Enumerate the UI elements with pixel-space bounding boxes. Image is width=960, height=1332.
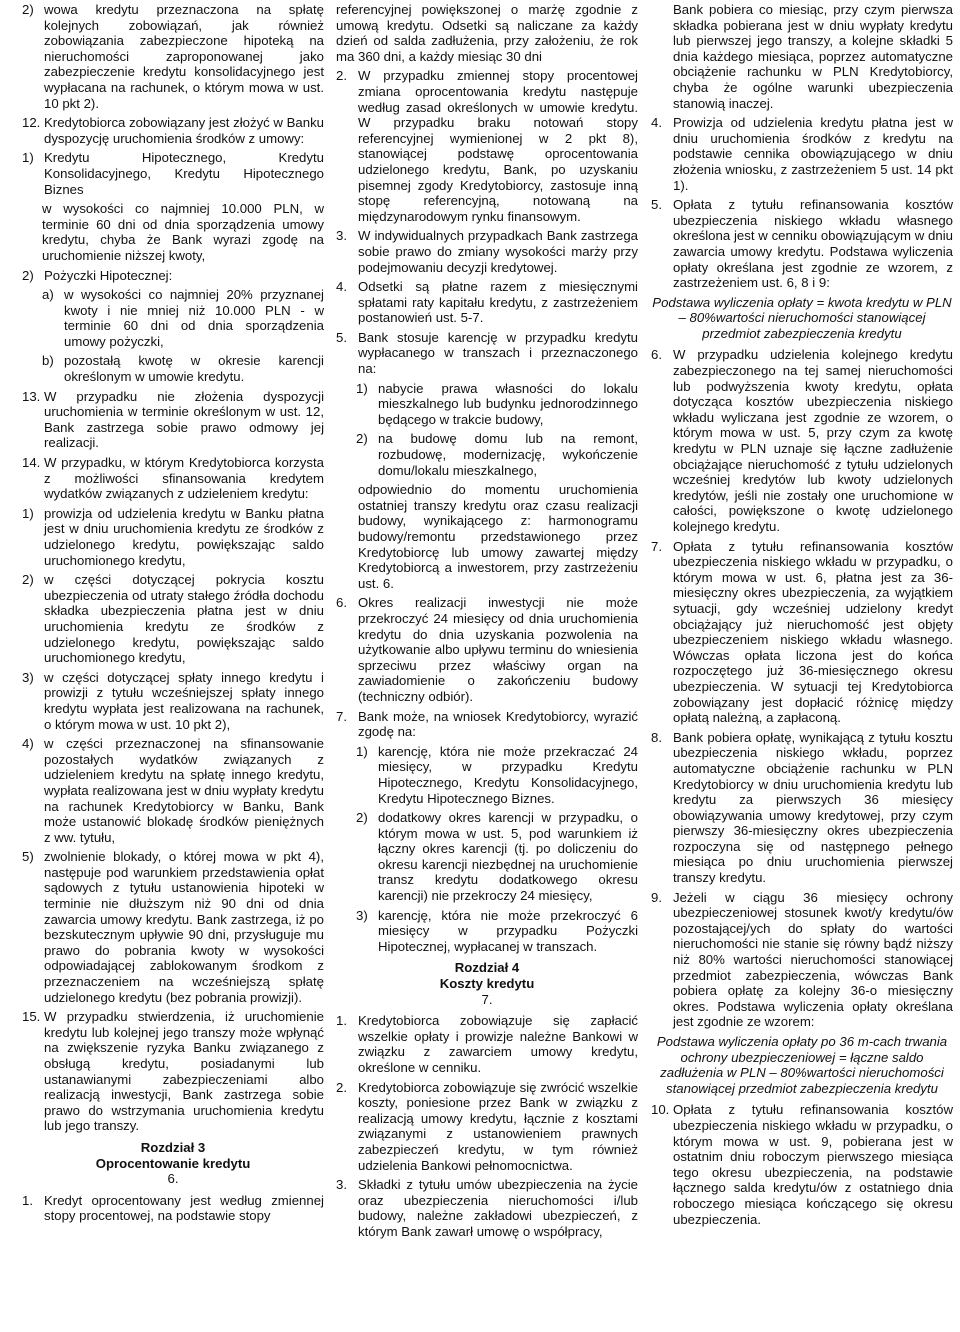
list-item <box>336 1177 638 1239</box>
item-number: 1. <box>336 1013 347 1029</box>
column-left <box>22 2 324 1228</box>
item-text: Kredytu Hipotecznego, Kredytu Konsolidacyjnego, Kredytu Hipotecznego Biznes <box>44 150 324 197</box>
list-item <box>22 670 324 732</box>
list-item <box>336 709 638 740</box>
item-number: 8. <box>651 729 662 745</box>
list-item <box>22 1193 324 1224</box>
list-item <box>22 572 324 666</box>
item-text: w części przeznaczonej na sfinansowanie pozostałych wydatków związanych z udzieleniem kredytu na spłatę innego kredytu, wypłata realizowana jest w dniu wypłaty kredytu na rachunek Kredytobiorcy w Banku, Bank może ustanowić blokadę środków pieniężnych z ww. tytułu, <box>44 736 324 845</box>
item-number: 2) <box>22 267 34 283</box>
list-item <box>356 431 638 478</box>
item-text: W przypadku stwierdzenia, iż uruchomienie kredytu lub kolejnej jego transzy może wpłynąć na zwiększenie ryzyka Banku związanego z obsługą kredytu, posiadanymi lub ustanawianymi zabezpieczeniami albo realizacją inwestycji, Bank zastrzega sobie prawo do wstrzymania uruchomienia kredytu lub jego transzy. <box>44 1009 324 1134</box>
item-text: Kredyt oprocentowany jest według zmiennej stopy procentowej, na podstawie stopy <box>44 1192 324 1224</box>
item-text: W przypadku zmiennej stopy procentowej zmiana oprocentowania kredytu następuje według zasad określonych w umowie kredytu. W przypadku braku notowań stopy referencyjnej wymienionej w 2 pkt 8), stanowiącej podstawę oprocentowania udzielonego kredytu, Bank, po uzyskaniu pisemnej zgody Kredytobiorcy, zastosuje inną stopę referencyjną, notowaną na międzynarodowym rynku finansowym. <box>358 68 638 224</box>
list-item <box>356 381 638 428</box>
item-text: Opłata z tytułu refinansowania kosztów ubezpieczenia niskiego wkładu własnego określona jest w cenniku obowiązującym w dniu zawarcia umowy kredytu. Podstawa wyliczenia opłaty określana jest zgodnie ze wzorem, z zastrzeżeniem ust. 6, 8 i 9: <box>673 197 953 291</box>
item-continuation: w wysokości co najmniej 10.000 PLN, w terminie 60 dni od dnia sporządzenia umowy kredytu, chyba że Bank wyrazi zgodę na uruchomienie niższej kwoty, <box>42 201 324 263</box>
item-number: 10. <box>651 1102 670 1118</box>
item-number: 2) <box>356 431 368 447</box>
chapter-heading: Rozdział 3 <box>140 1139 206 1155</box>
item-text: Kredytobiorca zobowiązuje się zwrócić wszelkie koszty, poniesione przez Bank w związku z realizacją umowy kredytu, łącznie z kosztami związanymi z ustanowieniem prawnych zabezpieczeń kredytu, w tym również udzielenia Bankowi pełnomocnictwa. <box>358 1079 638 1173</box>
item-number: 9. <box>651 889 662 905</box>
item-text: Jeżeli w ciągu 36 miesięcy ochrony ubezpieczeniowej stosunek kwot/y kredytu/ów pozostającej/ych do spłaty do wartości nieruchomości nie stanie się równy bądź niższy niż 80% wartości nieruchomości stanowiącej przedmiot zabezpieczenia, wówczas Bank pobiera opłatę za kolejny 36-o miesięczny okres. Podstawa wyliczenia opłaty określana jest zgodnie ze wzorem: <box>673 889 953 1030</box>
item-number: a) <box>42 287 54 303</box>
item-number: 14. <box>22 455 41 471</box>
list-item <box>651 1102 953 1227</box>
list-item <box>336 68 638 224</box>
item-number: 4) <box>22 736 34 752</box>
formula: Podstawa wyliczenia opłaty po 36 m-cach trwania ochrony ubezpieczeniowej = łączne saldo zadłużenia w PLN – 80%wartości nieruchomości stanowiącej przedmiot zabezpieczenia kredytu <box>656 1034 948 1096</box>
item-number: b) <box>42 353 54 369</box>
section-number: 7. <box>481 991 493 1007</box>
item-number: 13. <box>22 388 41 404</box>
list-item <box>22 506 324 568</box>
item-number: 7. <box>336 708 347 724</box>
item-number: 1) <box>356 380 368 396</box>
item-number: 2) <box>22 572 34 588</box>
list-item <box>336 330 638 377</box>
item-number: 15. <box>22 1009 41 1025</box>
item-text: prowizja od udzielenia kredytu w Banku płatna jest w dniu uruchomienia kredytu ze środków z udzielonego kredytu, powiększając saldo uruchomionego kredytu, <box>44 505 324 568</box>
item-continuation: odpowiednio do momentu uruchomienia ostatniej transzy kredytu oraz czasu realizacji budowy, wynikającego z: harmonogramu budowy/remontu przedstawionego przez Kredytobiorcę lub umowy zawartej między Kredytobiorcą a inwestorem, przy zastrzeżeniu ust. 6. <box>358 482 638 591</box>
item-number: 1) <box>22 505 34 521</box>
list-item <box>336 279 638 326</box>
item-number: 2. <box>336 68 347 84</box>
item-text: wowa kredytu przeznaczona na spłatę kolejnych zobowiązań, jak również zobowiązania zabezpieczone hipoteką na nieruchomości zaproponowanej jako zabezpieczenie kredytu konsolidacyjnego jest wypłacana na rachunek, o którym mowa w ust. 10 pkt 2). <box>44 2 324 111</box>
item-text: nabycie prawa własności do lokalu mieszkalnego lub budynku jednorodzinnego będącego w trakcie budowy, <box>378 380 638 427</box>
item-text: zwolnienie blokady, o której mowa w pkt 4), następuje pod warunkiem przedstawienia opłat sądowych z tytułu ustanowienia hipoteki w terminie nie dłuższym niż 90 dni od dnia zawarcia umowy kredytu. Bank zastrzega, iż po bezskutecznym upływie 90 dni, przysługuje mu prawo do pobrania kwoty w wysokości odpowiadającej zablokowanym środkom z przeznaczeniem na wcześniejszą spłatę udzielonego kredytu (bez pobrania prowizji). <box>44 849 324 1005</box>
item-number: 3. <box>336 228 347 244</box>
item-text: Opłata z tytułu refinansowania kosztów ubezpieczenia niskiego wkładu w przypadku, o którym mowa w ust. 9, pobierana jest w ostatnim dniu roboczym pierwszego miesiąca tego okresu ubezpieczenia, na podstawie łącznego salda kredytu/ów z ostatniego dnia roboczego miesiąca kończącego się okresu ubezpieczenia. <box>673 1102 953 1227</box>
item-number: 2) <box>22 2 34 17</box>
list-item <box>651 115 953 193</box>
list-item <box>336 1013 638 1075</box>
list-item <box>336 1080 638 1174</box>
item-text: Pożyczki Hipotecznej: <box>44 267 173 283</box>
chapter-heading: Rozdział 4 <box>454 960 520 976</box>
item-number: 3. <box>336 1177 347 1193</box>
item-text: Bank pobiera opłatę, wynikającą z tytułu kosztu ubezpieczenia niskiego wkładu, poprzez automatyczne obciążenie rachunku w PLN Kredytobiorcy w dniu uruchomienia kredytu lub kredytu za pierwszych 36 miesięcy obowiązywania umowy kredytowej, przy czym pierwszy 36-miesięczny okres ubezpieczenia rozpoczyna się od następnego pełnego miesiąca po dniu uruchomienia pierwszej transzy kredytu. <box>673 729 953 886</box>
item-text: W przypadku nie złożenia dyspozycji uruchomienia w terminie określonym w ust. 12, Bank zastrzega sobie prawo odmowy jej realizacji. <box>44 388 324 451</box>
list-item <box>336 595 638 704</box>
item-number: 3) <box>22 669 34 685</box>
item-text: W przypadku udzielenia kolejnego kredytu zabezpieczonego na tej samej nieruchomości lub podwyższenia kwoty kredytu, opłata dotycząca kosztów ubezpieczenia niskiego wkładu wyliczana jest zgodnie ze wzorem, o którym mowa w ust. 5, przy czym za kwotę kredytu w PLN uznaje się łączne zadłużenie obciążające nieruchomość z tytułu udzielonych wcześniej kredytów lub kwoty udzielonych kredytów, jeśli nie zostały one uruchomione w całości, powiększone o kwotę udzielonego kolejnego kredytu. <box>673 347 953 534</box>
list-item <box>22 150 324 197</box>
column-right <box>651 2 953 1231</box>
list-item <box>22 736 324 845</box>
item-text: Kredytobiorca zobowiązany jest złożyć w Banku dyspozycję uruchomienia środków z umowy: <box>44 115 325 146</box>
item-number: 5. <box>651 197 662 213</box>
list-item <box>22 268 324 284</box>
list-item <box>336 228 638 275</box>
item-text: Okres realizacji inwestycji nie może przekroczyć 24 miesięcy od dnia uruchomienia kredytu do dnia uzyskania pozwolenia na użytkowanie albo upływu terminu do wniesienia sprzeciwu przez właściwy organ na zawiadomienie o zakończeniu budowy (techniczny odbiór). <box>358 595 638 704</box>
column-middle <box>336 2 638 1244</box>
item-text: Odsetki są płatne razem z miesięcznymi spłatami raty kapitału kredytu, z zastrzeżeniem postanowień ust. 5-7. <box>358 279 638 326</box>
item-text: Składki z tytułu umów ubezpieczenia na życie oraz ubezpieczenia nieruchomości i/lub budowy, należne zakładowi ubezpieczeń, z którym Bank zawarł umowę o współpracy, <box>358 1177 638 1239</box>
list-item <box>651 197 953 291</box>
formula: Podstawa wyliczenia opłaty = kwota kredytu w PLN – 80%wartości nieruchomości stanowiącej przedmiot zabezpieczenia kredytu <box>652 294 952 341</box>
item-text: Opłata z tytułu refinansowania kosztów ubezpieczenia niskiego wkładu w przypadku, o którym mowa w ust. 6, płatna jest za 36-miesięczny okres ubezpieczenia, za wyjątkiem sytuacji, gdy wcześniej udzielony kredyt obciążający już nieruchomość jest objęty ubezpieczeniem niskiego wkładu własnego. Wówczas opłata liczona jest do końca rozpoczętego już 36-miesięcznego okresu ubezpieczenia. W sytuacji tej Kredytobiorca zobowiązany jest dopłacić różnicę między opłatą należną, a zapłaconą. <box>673 538 953 726</box>
list-item <box>42 353 324 384</box>
item-text: Bank stosuje karencję w przypadku kredytu wypłacanego w transzach i przeznaczonego na: <box>358 329 638 377</box>
chapter-title: Oprocentowanie kredytu <box>95 1155 251 1171</box>
item-number: 6. <box>336 595 347 611</box>
list-item <box>42 287 324 349</box>
list-item <box>651 730 953 886</box>
item-number: 1. <box>22 1192 33 1208</box>
item-number: 5. <box>336 329 347 345</box>
list-item <box>356 908 638 955</box>
item-number: 3) <box>356 907 368 923</box>
item-text: karencję, która nie może przekroczyć 6 miesięcy w przypadku Pożyczki Hipotecznej, wypłacanej w transzach. <box>378 907 638 954</box>
list-item <box>356 810 638 904</box>
item-number: 1) <box>22 150 34 166</box>
item-text: pozostałą kwotę w okresie karencji określonym w umowie kredytu. <box>64 353 324 385</box>
item-text: W przypadku, w którym Kredytobiorca korzysta z możliwości sfinansowania kredytem wydatków związanych z udzieleniem kredytu: <box>44 455 324 502</box>
item-number: 1) <box>356 743 368 759</box>
item-number: 4. <box>336 279 347 295</box>
list-item <box>651 890 953 1030</box>
item-text: w części dotyczącej spłaty innego kredytu i prowizji z tytułu wcześniejszej spłaty innego kredytu wypłata jest realizowana na rachunek, o którym mowa w ust. 10 pkt 2), <box>44 669 324 732</box>
paragraph-15 <box>22 1009 324 1134</box>
list-item <box>651 539 953 726</box>
paragraph-12 <box>22 115 324 146</box>
paragraph-continuation: Bank pobiera co miesiąc, przy czym pierwsza składka pobierana jest w dniu wypłaty kredytu lub pierwszej jego transzy, a kolejne składki 5 dnia każdego miesiąca, poprzez automatyczne obciążenie rachunku w PLN Kredytobiorcy, chyba że ogólne warunki ubezpieczenia stanowią inaczej. <box>673 2 953 111</box>
item-number: 12. <box>22 115 41 131</box>
item-text: Bank może, na wniosek Kredytobiorcy, wyrazić zgodę na: <box>358 708 638 740</box>
item-number: 5) <box>22 849 34 865</box>
item-text: W indywidualnych przypadkach Bank zastrzega sobie prawo do zmiany wysokości marży przy podejmowaniu decyzji kredytowej. <box>358 228 638 275</box>
item-text: w wysokości co najmniej 20% przyznanej kwoty i nie mniej niż 10.000 PLN - w terminie 60 dni od dnia sporządzenia umowy pożyczki, <box>64 287 324 349</box>
item-number: 2) <box>356 810 368 826</box>
item-text: na budowę domu lub na remont, rozbudowę, modernizację, wykończenie domu/lokalu mieszkalnego, <box>378 431 638 478</box>
item-number: 2. <box>336 1079 347 1095</box>
paragraph-13 <box>22 389 324 451</box>
item-text: Prowizja od udzielenia kredytu płatna jest w dniu uruchomienia środków z kredytu na podstawie cennika obowiązującego w dniu złożenia wniosku, z zastrzeżeniem 5 ust. 14 pkt 1). <box>673 115 953 193</box>
item-text: dodatkowy okres karencji w przypadku, o którym mowa w ust. 5, pod warunkiem iż łączny okres karencji (tj. po doliczeniu do okresu karencji niezbędnej na uruchomienie transz kredytu dodatkowego okresu karencji) nie przekroczy 24 miesięcy, <box>378 810 638 904</box>
item-number: 7. <box>651 538 662 554</box>
list-item <box>356 744 638 806</box>
paragraph-continuation: referencyjnej powiększonej o marżę zgodnie z umową kredytu. Odsetki są naliczane za każdy dzień od salda zadłużenia, przy założeniu, że rok ma 360 dni, a każdy miesiąc 30 dni <box>336 2 638 64</box>
list-item <box>651 347 953 534</box>
paragraph-14 <box>22 455 324 502</box>
item-text: w części dotyczącej pokrycia kosztu ubezpieczenia od utraty stałego źródła dochodu składka ubezpieczenia płatna jest w dniu uruchomienia kredytu ze środków z udzielonego kredytu, powiększając saldo uruchomionego kredytu, <box>44 572 324 666</box>
item-text: Kredytobiorca zobowiązuje się zapłacić wszelkie opłaty i prowizje należne Bankowi w związku z zawarciem umowy kredytu, określone w cenniku. <box>358 1013 638 1075</box>
item-text: karencję, która nie może przekraczać 24 miesięcy, w przypadku Kredytu Hipotecznego, Kredytu Konsolidacyjnego, Kredytu Hipotecznego Biznes. <box>378 743 638 806</box>
item-number: 4. <box>651 115 662 131</box>
item-number: 6. <box>651 347 662 363</box>
list-item <box>22 2 324 111</box>
list-item <box>22 849 324 1005</box>
section-number: 6. <box>167 1171 179 1187</box>
chapter-title: Koszty kredytu <box>439 976 535 992</box>
